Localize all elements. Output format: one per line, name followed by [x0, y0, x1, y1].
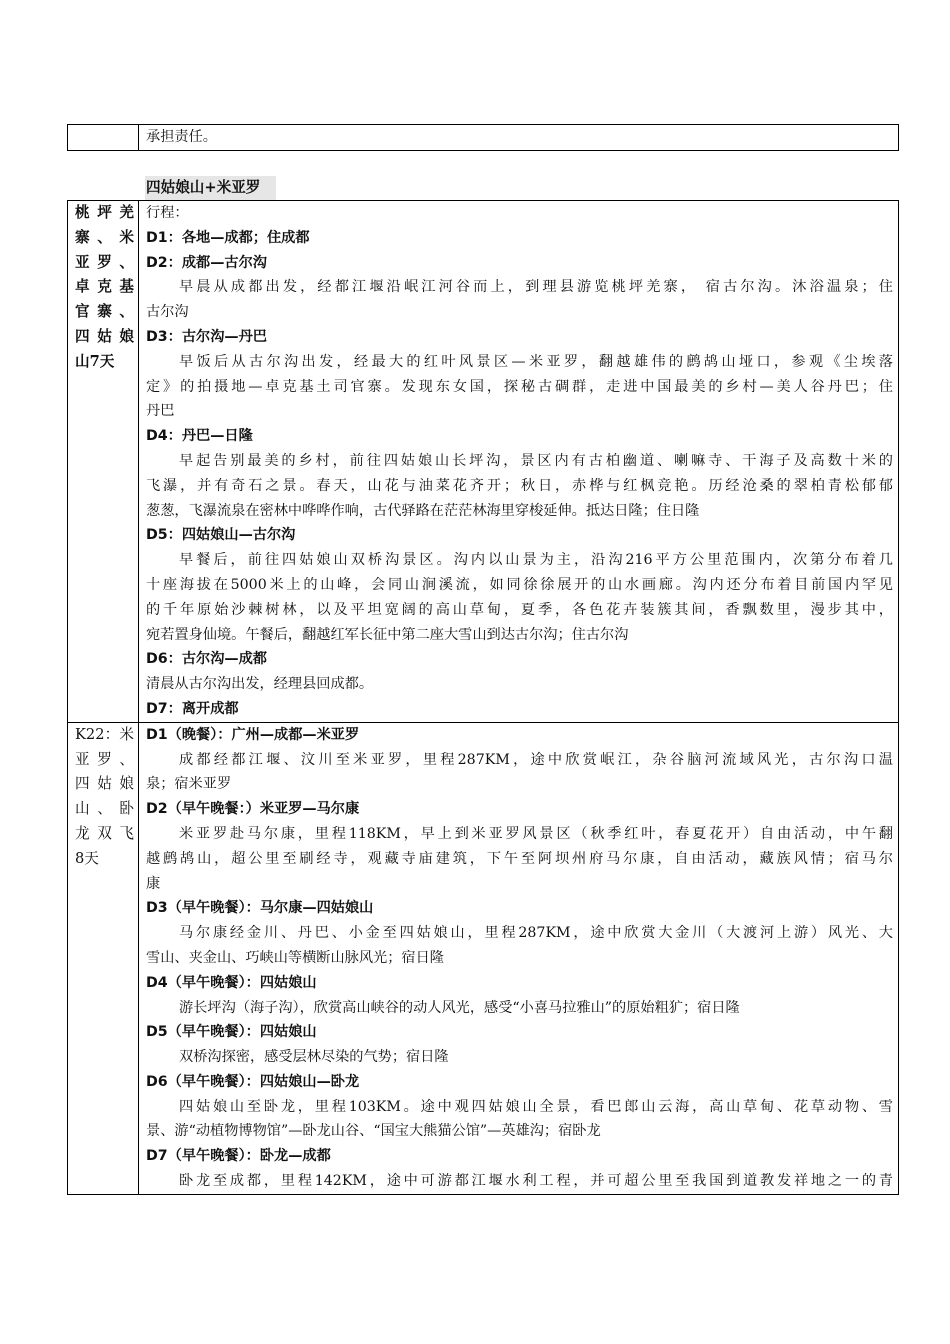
day-description: 米亚罗赴马尔康，里程118KM，早上到米亚罗风景区（秋季红叶，春夏花开）自由活动，中午翻: [179, 825, 893, 842]
route-itinerary-cell: [139, 722, 899, 1194]
day-description: 的千年原始沙棘树林，以及平坦宽阔的高山草甸，夏季，各色花卉装簇其间，香飘数里，漫步其中，: [146, 601, 893, 618]
route-name-line: 官寨、: [75, 303, 134, 321]
route-itinerary: [139, 201, 898, 722]
day-title: D6：古尔沟—成都: [146, 651, 267, 668]
day-title: D7：离开成都: [146, 700, 239, 717]
day-description: 清晨从古尔沟出发，经理县回成都。: [146, 676, 374, 693]
day-title: D7（早午晚餐）：卧龙—成都: [146, 1148, 331, 1165]
route-name-line: 山7天: [75, 352, 115, 370]
route-name: [68, 201, 138, 375]
table-row: [68, 201, 899, 723]
route-name-line: 亚罗、: [75, 750, 134, 768]
day-title: D2：成都—古尔沟: [146, 254, 267, 271]
day-description: 宛若置身仙境。午餐后，翻越红军长征中第二座大雪山到达古尔沟；住古尔沟: [146, 626, 629, 643]
route-name-line: 桃坪羌: [75, 204, 134, 221]
day-description: 早饭后从古尔沟出发，经最大的红叶风景区—米亚罗，翻越雄伟的鹧鸪山垭口，参观《尘埃落: [179, 353, 893, 370]
route-name-cell: [68, 201, 139, 723]
route-name-line: 卓克基: [75, 278, 134, 296]
top-row-text-cell: [139, 125, 899, 151]
route-name-line: 龙双飞: [75, 824, 134, 842]
day-title: D5（早午晚餐）：四姑娘山: [146, 1024, 317, 1041]
top-table: [67, 124, 899, 151]
day-description: 双桥沟探密，感受层林尽染的气势；宿日隆: [179, 1049, 449, 1066]
route-name-line: 四姑娘: [75, 775, 134, 793]
day-description: 游长坪沟（海子沟），欣赏高山峡谷的动人风光，感受“小喜马拉雅山”的原始粗犷；宿日隆: [179, 999, 740, 1016]
day-title: D4（早午晚餐）：四姑娘山: [146, 974, 317, 991]
section-heading: 四姑娘山+米亚罗: [145, 176, 276, 200]
day-description: 古尔沟: [146, 304, 189, 321]
top-row-text: 承担责任。: [146, 129, 217, 145]
day-title: D1（晚餐）：广州—成都—米亚罗: [146, 726, 360, 743]
day-description: 丹巴: [146, 403, 175, 420]
day-title: D5：四姑娘山—古尔沟: [146, 527, 296, 544]
day-description: 早起告别最美的乡村，前往四姑娘山长坪沟，景区内有古柏幽道、喇嘛寺、干海子及高数十米的: [179, 452, 893, 469]
route-itinerary-cell: [139, 201, 899, 723]
day-description: 定》的拍摄地—卓克基土司官寨。发现东女国，探秘古碉群，走进中国最美的乡村—美人谷丹巴；住: [146, 378, 893, 395]
day-title: D3：古尔沟—丹巴: [146, 328, 267, 345]
day-title: D4：丹巴—日隆: [146, 428, 253, 445]
day-description: 葱葱，飞瀑流泉在密林中哗哗作响，古代驿路在茫茫林海里穿梭延伸。抵达日隆；住日隆: [146, 502, 700, 519]
day-description: 康: [146, 875, 161, 892]
day-title: D1：各地—成都；住成都: [146, 229, 310, 246]
day-description: 飞瀑，并有奇石之景。春天，山花与油菜花齐开；秋日，赤桦与红枫竞艳。历经沧桑的翠柏青松郁郁: [146, 477, 893, 494]
route-name-line: 寨、米: [75, 228, 134, 246]
itinerary-table: [67, 200, 899, 1195]
route-name-line: 8天: [75, 849, 99, 867]
route-itinerary: [139, 723, 898, 1194]
route-name-cell: [68, 722, 139, 1194]
route-name-line: 山、卧: [75, 800, 134, 818]
empty-cell: [68, 125, 139, 151]
route-name-line: 亚罗、: [75, 253, 134, 271]
day-description: 四姑娘山至卧龙，里程103KM。途中观四姑娘山全景，看巴郎山云海，高山草甸、花草动物、雪: [179, 1098, 893, 1115]
route-name-line: 四姑娘: [75, 327, 134, 345]
day-description: 早餐后，前往四姑娘山双桥沟景区。沟内以山景为主，沿沟216平方公里范围内，次第分布着几: [179, 552, 893, 569]
day-description: 越鹧鸪山，超公里至刷经寺，观藏寺庙建筑，下午至阿坝州府马尔康，自由活动，藏族风情；宿马尔: [146, 850, 893, 867]
day-title: D2（早午晚餐：）米亚罗—马尔康: [146, 801, 360, 818]
itinerary-intro: 行程：: [146, 205, 189, 221]
day-description: 雪山、夹金山、巧峡山等横断山脉风光；宿日隆: [146, 949, 444, 966]
table-row: [68, 722, 899, 1194]
day-description: 马尔康经金川、丹巴、小金至四姑娘山，里程287KM，途中欣赏大金川（大渡河上游）风光、大: [179, 925, 893, 942]
day-description: 十座海拔在5000米上的山峰，会同山涧溪流，如同徐徐展开的山水画廊。沟内还分布着目前国内罕见: [146, 576, 893, 593]
day-description: 早晨从成都出发，经都江堰沿岷江河谷而上，到理县游览桃坪羌寨， 宿古尔沟。沐浴温泉；住: [179, 279, 893, 296]
day-description: 卧龙至成都，里程142KM，途中可游都江堰水利工程，并可超公里至我国到道教发祥地之一的青: [179, 1173, 893, 1190]
day-description: 成都经都江堰、汶川至米亚罗，里程287KM，途中欣赏岷江，杂谷脑河流域风光，古尔沟口温: [179, 751, 893, 768]
day-description: 景、游“动植物博物馆”—卧龙山谷、“国宝大熊猫公馆”—英雄沟；宿卧龙: [146, 1123, 601, 1140]
table-row: [68, 125, 899, 151]
route-name-line: K22：米: [75, 725, 134, 743]
day-title: D3（早午晚餐）：马尔康—四姑娘山: [146, 900, 374, 917]
day-description: 泉；宿米亚罗: [146, 776, 232, 793]
route-name: [68, 723, 138, 872]
day-title: D6（早午晚餐）：四姑娘山—卧龙: [146, 1073, 360, 1090]
